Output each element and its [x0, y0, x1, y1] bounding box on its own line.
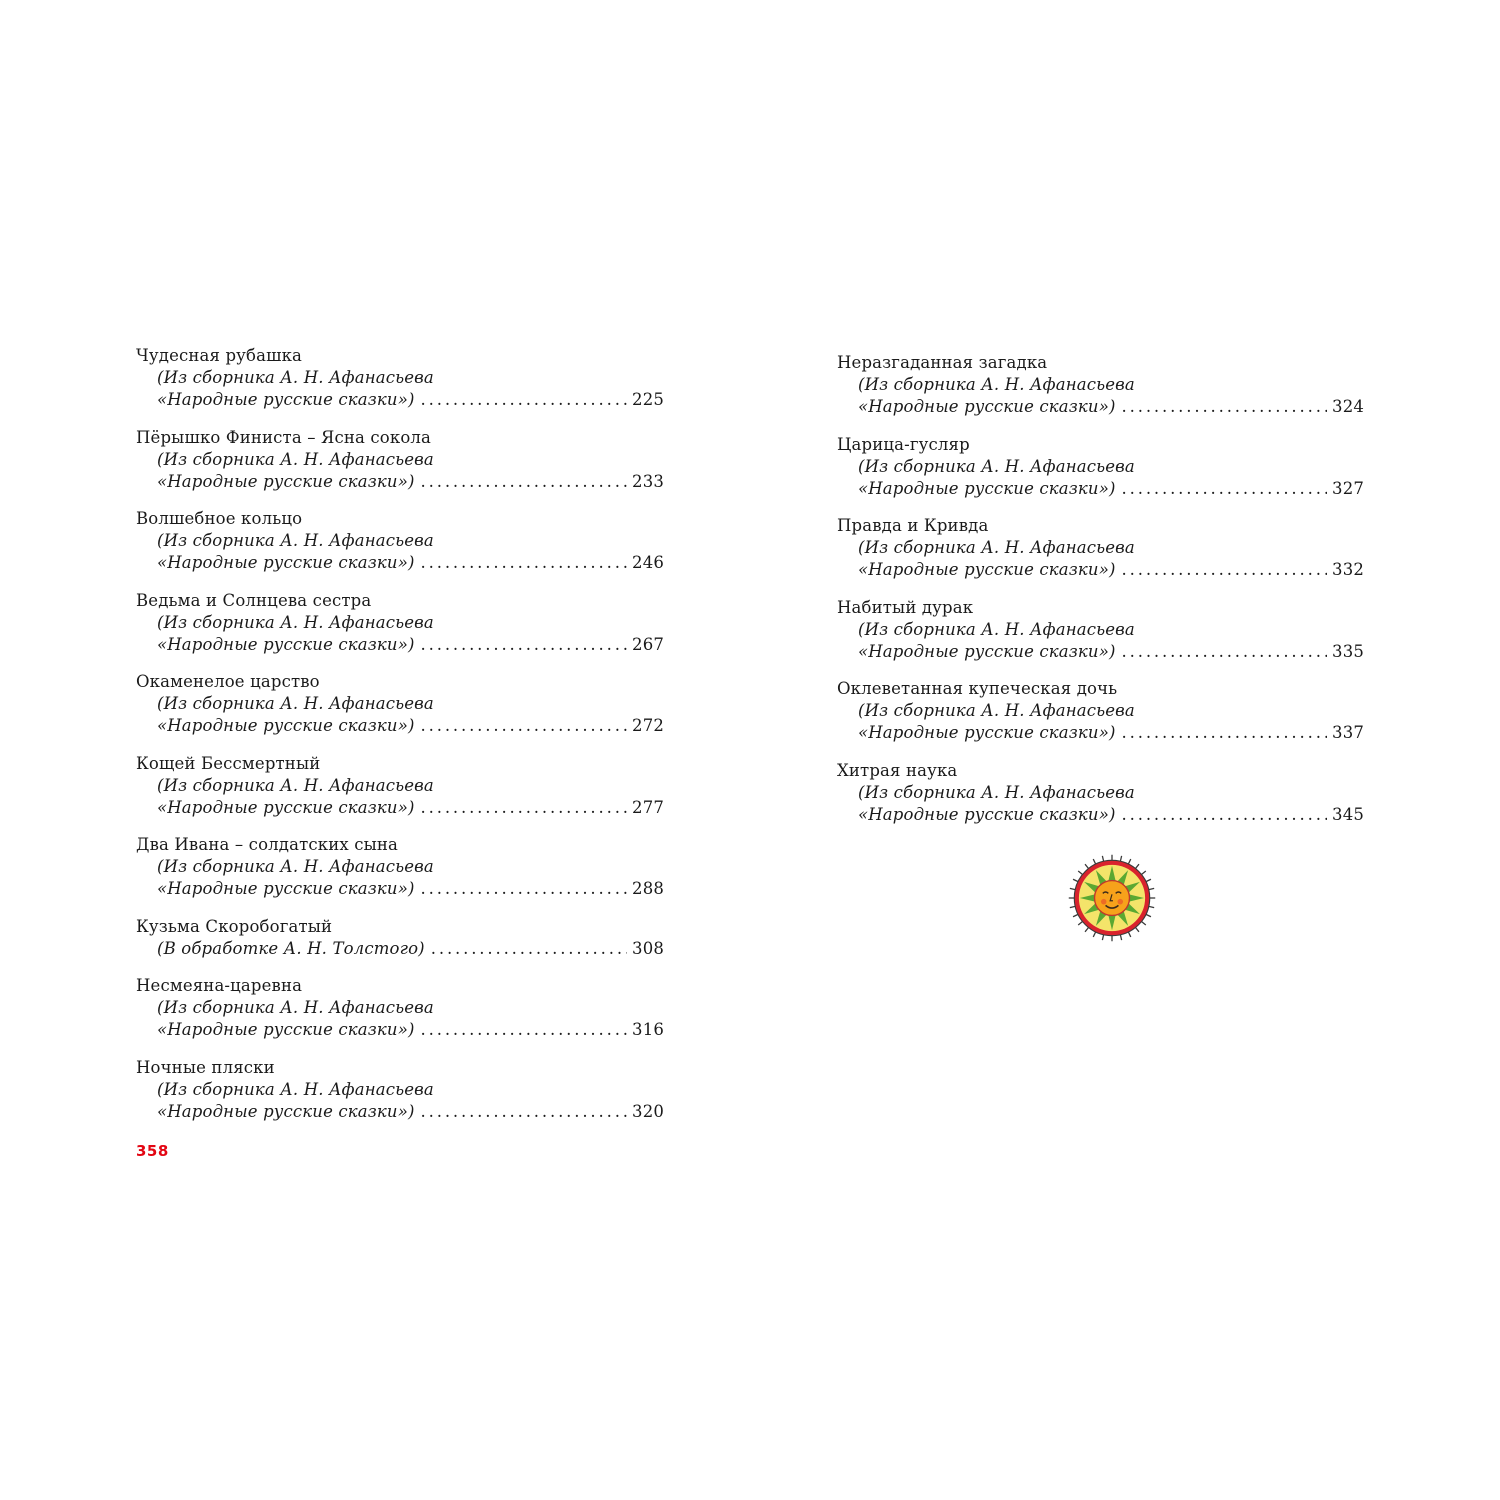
toc-entry-source: (В обработке А. Н. Толстого) — [157, 938, 425, 958]
toc-entry-source-line — [837, 804, 1364, 826]
toc-entry-page-number: 327 — [1332, 478, 1364, 498]
toc-column-right — [837, 352, 1364, 841]
toc-entry-title: Царица-гусляр — [837, 434, 970, 454]
toc-entry-source: «Народные русские сказки») — [157, 553, 415, 572]
toc-entry-title: Оклеветанная купеческая дочь — [837, 679, 1118, 698]
toc-entry-title: Хитрая наука — [837, 760, 958, 780]
toc-entry-page-number: 316 — [632, 1020, 664, 1039]
toc-entry-source-line — [837, 478, 1364, 500]
toc-entry-source-line — [136, 797, 664, 819]
toc-entry — [136, 508, 664, 574]
toc-entry — [837, 597, 1364, 663]
toc-entry-page-number: 288 — [632, 879, 664, 898]
toc-entry-title: Окаменелое царство — [136, 672, 320, 691]
toc-entry-source: «Народные русские сказки») — [858, 397, 1116, 416]
dot-leader — [421, 634, 628, 656]
dot-leader — [1122, 641, 1328, 663]
toc-entry-page-number: 233 — [632, 471, 664, 491]
toc-entry — [136, 427, 664, 493]
dot-leader — [421, 1019, 628, 1041]
toc-entry-source-line — [837, 641, 1364, 663]
toc-entry-title: Ночные пляски — [136, 1057, 275, 1077]
toc-entry-source-line — [837, 722, 1364, 744]
toc-entry — [136, 916, 664, 960]
toc-entry-title: Кощей Бессмертный — [136, 753, 321, 773]
toc-entry-page-number: 320 — [632, 1101, 664, 1121]
toc-entry-title: Ведьма и Солнцева сестра — [136, 590, 372, 610]
toc-entry-source-line — [136, 878, 664, 900]
toc-entry-source-line — [837, 559, 1364, 581]
dot-leader — [1122, 722, 1328, 744]
toc-entry-source: (Из сборника А. Н. Афанасьева — [858, 701, 1135, 720]
toc-entry — [136, 671, 664, 737]
toc-entry-source-line — [136, 552, 664, 574]
dot-leader — [1122, 396, 1328, 418]
toc-entry-source-line — [136, 1019, 664, 1041]
toc-entry — [837, 760, 1364, 826]
toc-entry — [136, 1057, 664, 1123]
sun-cheek-left — [1101, 899, 1107, 905]
toc-entry-source-line — [136, 715, 664, 737]
dot-leader — [421, 1101, 628, 1123]
toc-entry-source-line — [136, 634, 664, 656]
toc-entry-source: «Народные русские сказки») — [858, 641, 1116, 661]
toc-entry-source: (Из сборника А. Н. Афанасьева — [157, 449, 434, 469]
toc-entry-page-number: 272 — [632, 716, 664, 735]
toc-entry — [837, 434, 1364, 500]
toc-entry-source: «Народные русские сказки») — [157, 390, 415, 409]
toc-entry-source: (Из сборника А. Н. Афанасьева — [157, 775, 434, 795]
toc-entry — [837, 515, 1364, 581]
dot-leader — [421, 389, 628, 411]
toc-entry-title: Волшебное кольцо — [136, 509, 303, 528]
toc-entry-source: «Народные русские сказки») — [858, 804, 1116, 824]
sun-face-icon — [1066, 852, 1158, 944]
toc-entry-source: (Из сборника А. Н. Афанасьева — [157, 1079, 434, 1099]
toc-entry-source: «Народные русские сказки») — [858, 560, 1116, 579]
toc-entry-title: Пёрышко Финиста – Ясна сокола — [136, 427, 432, 447]
toc-entry-source-line — [136, 471, 664, 493]
toc-entry-page-number: 345 — [1332, 804, 1364, 824]
toc-entry-page-number: 332 — [1332, 560, 1364, 579]
toc-entry-title: Кузьма Скоробогатый — [136, 916, 333, 936]
toc-entry-source: (Из сборника А. Н. Афанасьева — [858, 375, 1135, 394]
toc-entry-page-number: 308 — [632, 938, 664, 958]
toc-entry-page-number: 335 — [1332, 641, 1364, 661]
toc-entry-title: Несмеяна-царевна — [136, 976, 303, 995]
sun-face — [1095, 881, 1130, 916]
sun-cheek-right — [1118, 899, 1124, 905]
toc-entry-source: (Из сборника А. Н. Афанасьева — [858, 456, 1135, 476]
toc-entry-source-line — [837, 396, 1364, 418]
toc-entry-source: «Народные русские сказки») — [157, 716, 415, 735]
toc-entry-source: (Из сборника А. Н. Афанасьева — [157, 612, 434, 632]
toc-entry-source: (Из сборника А. Н. Афанасьева — [157, 857, 434, 876]
toc-entry — [837, 352, 1364, 418]
toc-entry-source: (Из сборника А. Н. Афанасьева — [157, 694, 434, 713]
dot-leader — [1122, 478, 1328, 500]
dot-leader — [421, 878, 628, 900]
toc-entry — [837, 678, 1364, 744]
toc-entry-source: «Народные русские сказки») — [858, 723, 1116, 742]
toc-entry-source: «Народные русские сказки») — [157, 471, 415, 491]
toc-entry-title: Набитый дурак — [837, 597, 974, 617]
toc-entry — [136, 753, 664, 819]
dot-leader — [1122, 804, 1328, 826]
dot-leader — [431, 938, 627, 960]
toc-entry-title: Два Ивана – солдатских сына — [136, 835, 399, 854]
dot-leader — [421, 471, 628, 493]
toc-entry — [136, 345, 664, 411]
dot-leader — [1122, 559, 1328, 581]
toc-entry-source: «Народные русские сказки») — [157, 1101, 415, 1121]
page-number: 358 — [136, 1142, 169, 1160]
toc-entry-source: «Народные русские сказки») — [157, 797, 415, 817]
toc-entry-source-line — [136, 389, 664, 411]
toc-entry-source: (Из сборника А. Н. Афанасьева — [858, 782, 1135, 802]
toc-entry-title: Чудесная рубашка — [136, 346, 303, 365]
toc-entry-source: (Из сборника А. Н. Афанасьева — [157, 368, 434, 387]
toc-entry — [136, 590, 664, 656]
toc-entry-source-line — [136, 938, 664, 960]
toc-entry-source-line — [136, 1101, 664, 1123]
toc-entry-source: (Из сборника А. Н. Афанасьева — [157, 531, 434, 550]
toc-entry-page-number: 225 — [632, 390, 664, 409]
dot-leader — [421, 715, 628, 737]
toc-entry-page-number: 337 — [1332, 723, 1364, 742]
toc-entry — [136, 975, 664, 1041]
toc-entry-source: «Народные русские сказки») — [157, 634, 415, 654]
toc-column-left — [136, 345, 664, 1138]
toc-entry-source: «Народные русские сказки») — [858, 478, 1116, 498]
toc-entry-page-number: 246 — [632, 553, 664, 572]
toc-entry-page-number: 277 — [632, 797, 664, 817]
toc-entry-source: (Из сборника А. Н. Афанасьева — [858, 619, 1135, 639]
toc-entry — [136, 834, 664, 900]
toc-entry-page-number: 267 — [632, 634, 664, 654]
dot-leader — [421, 552, 628, 574]
toc-entry-title: Неразгаданная загадка — [837, 353, 1048, 372]
toc-entry-page-number: 324 — [1332, 397, 1364, 416]
toc-entry-source: «Народные русские сказки») — [157, 1020, 415, 1039]
toc-entry-source: (Из сборника А. Н. Афанасьева — [157, 998, 434, 1017]
toc-entry-source: «Народные русские сказки») — [157, 879, 415, 898]
toc-entry-source: (Из сборника А. Н. Афанасьева — [858, 538, 1135, 557]
toc-entry-title: Правда и Кривда — [837, 516, 989, 535]
dot-leader — [421, 797, 628, 819]
